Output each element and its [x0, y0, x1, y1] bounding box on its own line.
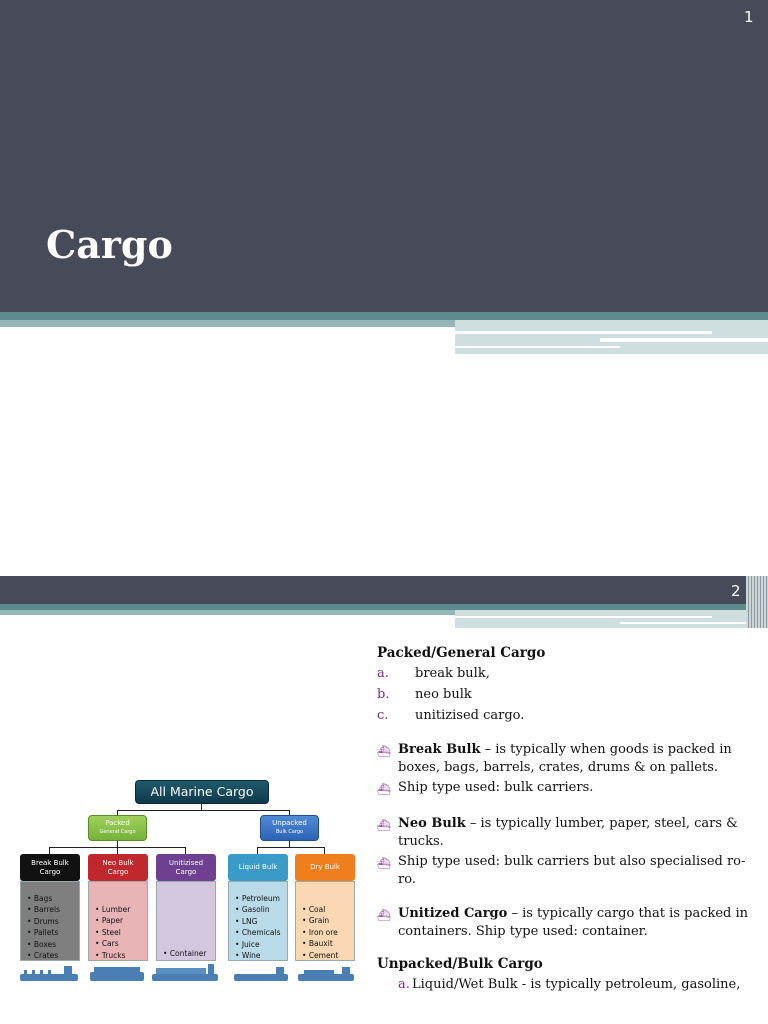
cargo-item: • Container	[163, 948, 215, 959]
connector-line	[257, 847, 258, 854]
decor-edge	[746, 576, 768, 628]
connector-line	[324, 847, 325, 854]
ro-ro-ship-icon	[90, 967, 144, 981]
bullet-description: Ship type used: bulk carriers but also specialised ro-ro.	[398, 854, 746, 887]
packed-cargo-list	[377, 665, 757, 725]
cargo-item: • Pallets	[27, 927, 79, 938]
list-letter: a.	[377, 666, 389, 681]
connector-line	[201, 804, 202, 811]
cargo-item: • Boxes	[27, 939, 79, 950]
connector-line	[289, 841, 290, 847]
bullet-item	[377, 779, 757, 799]
connector-line	[185, 847, 186, 854]
cargo-items-list	[295, 881, 355, 961]
cargo-item: • Coal	[302, 904, 354, 915]
bullet-bold-term: Neo Bulk	[398, 816, 466, 831]
packed-sublabel: General Cargo	[99, 829, 136, 835]
bullet-description: – is typically when goods is packed in boxes, bags, barrels, crates, drums & on pallets.	[398, 742, 732, 775]
connector-line	[117, 841, 118, 847]
decor-band	[0, 610, 455, 615]
cargo-item: • Grain	[302, 915, 354, 926]
bullet-text	[398, 853, 757, 889]
cargo-item: • Iron ore	[302, 927, 354, 938]
cargo-item: • Steel	[95, 927, 147, 938]
ship-bullet-icon: ⛴	[377, 909, 391, 922]
bulk-carrier-ship-icon	[20, 966, 78, 981]
slide-2	[0, 576, 768, 1024]
cargo-item: • Bauxit	[302, 938, 354, 949]
unpacked-bulk-heading: Unpacked/Bulk Cargo	[377, 956, 543, 972]
slide-number: 1	[744, 8, 754, 26]
decor-band	[0, 312, 768, 320]
ship-bullet-icon: ⛴	[377, 745, 391, 758]
connector-line	[117, 847, 118, 854]
decor-band	[455, 610, 768, 628]
cargo-item: • Cars	[95, 938, 147, 949]
ship-bullet-icon: ⛴	[377, 857, 391, 870]
packed-list-item	[377, 686, 757, 704]
cargo-item: • Paper	[95, 915, 147, 926]
bullet-item	[377, 741, 757, 777]
bullet-description: – is typically cargo that is packed in containers. Ship type used: container.	[398, 906, 749, 939]
bullet-item	[377, 815, 757, 851]
list-text: neo bulk	[415, 687, 472, 702]
bullet-bold-term: Unitized Cargo	[398, 906, 508, 921]
unpacked-list-item	[398, 976, 757, 994]
cargo-item: • Gasolin	[235, 904, 287, 915]
list-letter: a.	[398, 977, 410, 992]
slide-2-header	[0, 576, 768, 604]
cargo-item: • Petroleum	[235, 893, 287, 904]
cargo-item: • Lumber	[95, 904, 147, 915]
slide-number: 2	[731, 582, 741, 600]
connector-line	[49, 847, 186, 848]
bullet-text	[398, 741, 757, 777]
decor-band	[455, 320, 768, 354]
cargo-item: • Cement	[302, 950, 354, 961]
cargo-category-box: Unitizised Cargo	[156, 854, 216, 881]
unpacked-cargo-list	[377, 976, 757, 994]
cargo-type-bullets	[377, 741, 757, 941]
tanker-ship-icon	[234, 967, 288, 981]
bullet-item	[377, 905, 757, 941]
cargo-items-list	[88, 881, 148, 961]
dry-bulk-ship-icon	[298, 967, 354, 981]
all-marine-cargo-box: All Marine Cargo	[135, 780, 269, 804]
list-text: Liquid/Wet Bulk - is typically petroleum, gasoline,	[412, 977, 741, 992]
decor-stripe	[455, 331, 712, 334]
ship-bullet-icon: ⛴	[377, 783, 391, 796]
decor-band	[0, 320, 455, 327]
cargo-category-box: Neo Bulk Cargo	[88, 854, 148, 881]
unpacked-label: Unpacked	[272, 819, 307, 827]
unpacked-sublabel: Bulk Cargo	[275, 829, 304, 835]
list-text: unitizised cargo.	[415, 708, 525, 723]
list-text: break bulk,	[415, 666, 490, 681]
bullet-text	[398, 815, 757, 851]
ship-icons	[18, 962, 358, 988]
packed-general-heading: Packed/General Cargo	[377, 645, 546, 661]
connector-line	[117, 810, 290, 811]
packed-list-item	[377, 665, 757, 683]
cargo-item: • LNG	[235, 916, 287, 927]
cargo-item: • Drums	[27, 916, 79, 927]
ship-bullet-icon: ⛴	[377, 819, 391, 832]
bullet-text	[398, 905, 757, 941]
list-letter: b.	[377, 687, 390, 702]
cargo-item: • Chemicals	[235, 927, 287, 938]
bullet-item	[377, 853, 757, 889]
bullet-text	[398, 779, 593, 799]
connector-line	[289, 810, 290, 815]
container-ship-icon	[152, 964, 218, 981]
cargo-category-box: Break Bulk Cargo	[20, 854, 80, 881]
packed-label: Packed	[105, 819, 130, 827]
cargo-item: • Juice	[235, 939, 287, 950]
decor-stripe	[455, 346, 620, 348]
cargo-item: • Barrels	[27, 904, 79, 915]
cargo-item: • Trucks	[95, 950, 147, 961]
connector-line	[49, 847, 50, 854]
decor-stripe	[455, 616, 712, 618]
decor-stripe	[600, 338, 768, 342]
packed-list-item	[377, 707, 757, 725]
cargo-items-list	[156, 881, 216, 961]
cargo-item: • Bags	[27, 893, 79, 904]
packed-cargo-box	[88, 815, 147, 841]
content-text	[377, 644, 757, 994]
list-letter: c.	[377, 708, 389, 723]
bullet-bold-term: Break Bulk	[398, 742, 481, 757]
unpacked-cargo-box	[260, 815, 319, 841]
cargo-item: • Wine	[235, 950, 287, 961]
slide-title: Cargo	[46, 222, 173, 267]
cargo-category-box: Liquid Bulk	[228, 854, 288, 881]
cargo-item: • Crates	[27, 950, 79, 961]
cargo-items-list	[20, 881, 80, 961]
cargo-items-list	[228, 881, 288, 961]
bullet-description: Ship type used: bulk carriers.	[398, 780, 594, 795]
cargo-category-box: Dry Bulk	[295, 854, 355, 881]
bullet-description: – is typically lumber, paper, steel, cars & trucks.	[398, 816, 738, 849]
connector-line	[257, 847, 325, 848]
connector-line	[117, 810, 118, 815]
